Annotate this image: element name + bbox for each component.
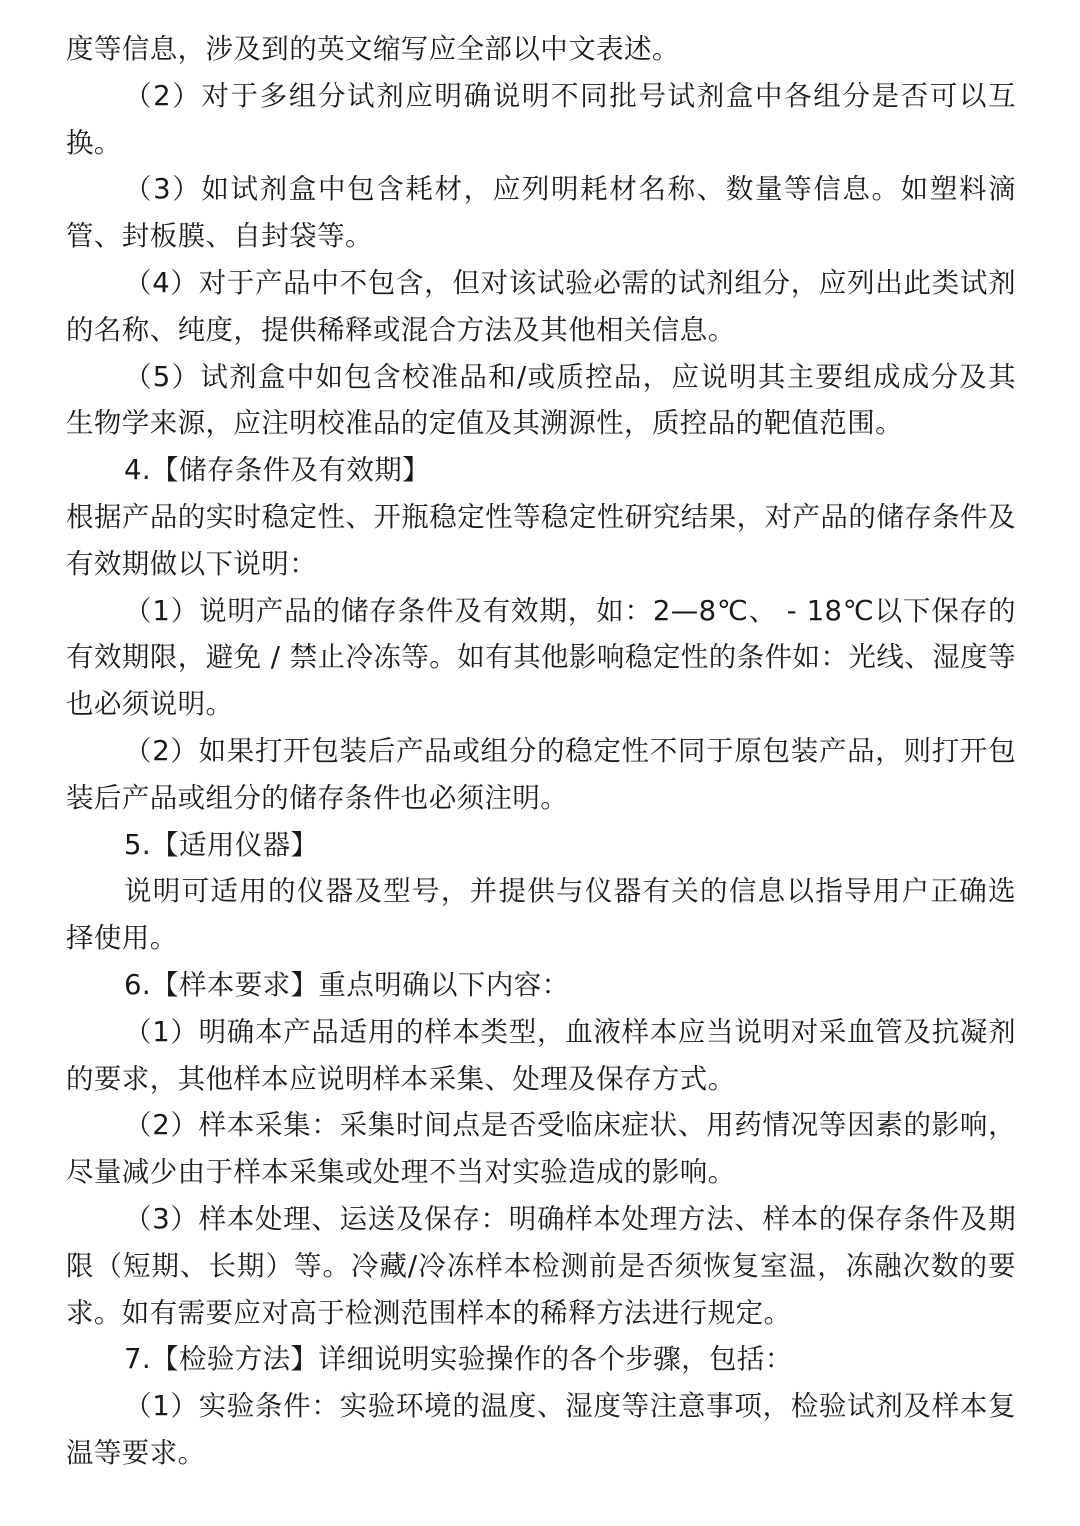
paragraph-sample-item-1: （1）明确本产品适用的样本类型，血液样本应当说明对采血管及抗凝剂的要求，其他样本应说明样本采集、处理及保存方式。 xyxy=(66,1015,1016,1095)
paragraph-item-4-required-reagents: （4）对于产品中不包含，但对该试验必需的试剂组分，应列出此类试剂的名称、纯度，提供稀释或混合方法及其他相关信息。 xyxy=(66,266,1016,346)
paragraph-sample-item-2: （2）样本采集：采集时间点是否受临床症状、用药情况等因素的影响，尽量减少由于样本采集或处理不当对实验造成的影响。 xyxy=(66,1109,1016,1189)
paragraph-storage-item-1: （1）说明产品的储存条件及有效期，如：2—8℃、 - 18℃以下保存的有效期限，避免 / 禁止冷冻等。如有其他影响稳定性的条件如：光线、湿度等也必须说明。 xyxy=(66,594,1016,721)
paragraph-sample-item-3: （3）样本处理、运送及保存：明确样本处理方法、样本的保存条件及期限（短期、长期）等。冷藏/冷冻样本检测前是否须恢复室温，冻融次数的要求。如有需要应对高于检测范围样本的稀释方法进行规定。 xyxy=(66,1202,1016,1329)
section-heading-test-method: 7.【检验方法】详细说明实验操作的各个步骤，包括： xyxy=(124,1343,793,1376)
section-heading-instruments: 5.【适用仪器】 xyxy=(124,828,319,861)
document-body xyxy=(66,26,1016,1477)
paragraph-item-3-consumables: （3）如试剂盒中包含耗材，应列明耗材名称、数量等信息。如塑料滴管、封板膜、自封袋等。 xyxy=(66,173,1016,253)
paragraph-test-method-item-1: （1）实验条件：实验环境的温度、湿度等注意事项，检验试剂及样本复温等要求。 xyxy=(66,1390,1016,1469)
paragraph-storage-item-2: （2）如果打开包装后产品或组分的稳定性不同于原包装产品，则打开包装后产品或组分的储存条件也必须注明。 xyxy=(66,734,1016,814)
paragraph-instruments: 说明可适用的仪器及型号，并提供与仪器有关的信息以指导用户正确选择使用。 xyxy=(66,875,1016,955)
paragraph-storage-intro: 根据产品的实时稳定性、开瓶稳定性等稳定性研究结果，对产品的储存条件及有效期做以下说明： xyxy=(66,500,1016,580)
section-heading-storage: 4.【储存条件及有效期】 xyxy=(124,454,431,487)
section-heading-sample-requirements: 6.【样本要求】重点明确以下内容： xyxy=(124,968,570,1001)
paragraph-continued-abbreviation-note: 度等信息，涉及到的英文缩写应全部以中文表述。 xyxy=(66,33,680,65)
paragraph-item-2-component-interchange: （2）对于多组分试剂应明确说明不同批号试剂盒中各组分是否可以互换。 xyxy=(66,79,1016,159)
paragraph-item-5-calibrators-controls: （5）试剂盒中如包含校准品和/或质控品，应说明其主要组成成分及其生物学来源，应注明校准品的定值及其溯源性，质控品的靶值范围。 xyxy=(66,360,1016,440)
